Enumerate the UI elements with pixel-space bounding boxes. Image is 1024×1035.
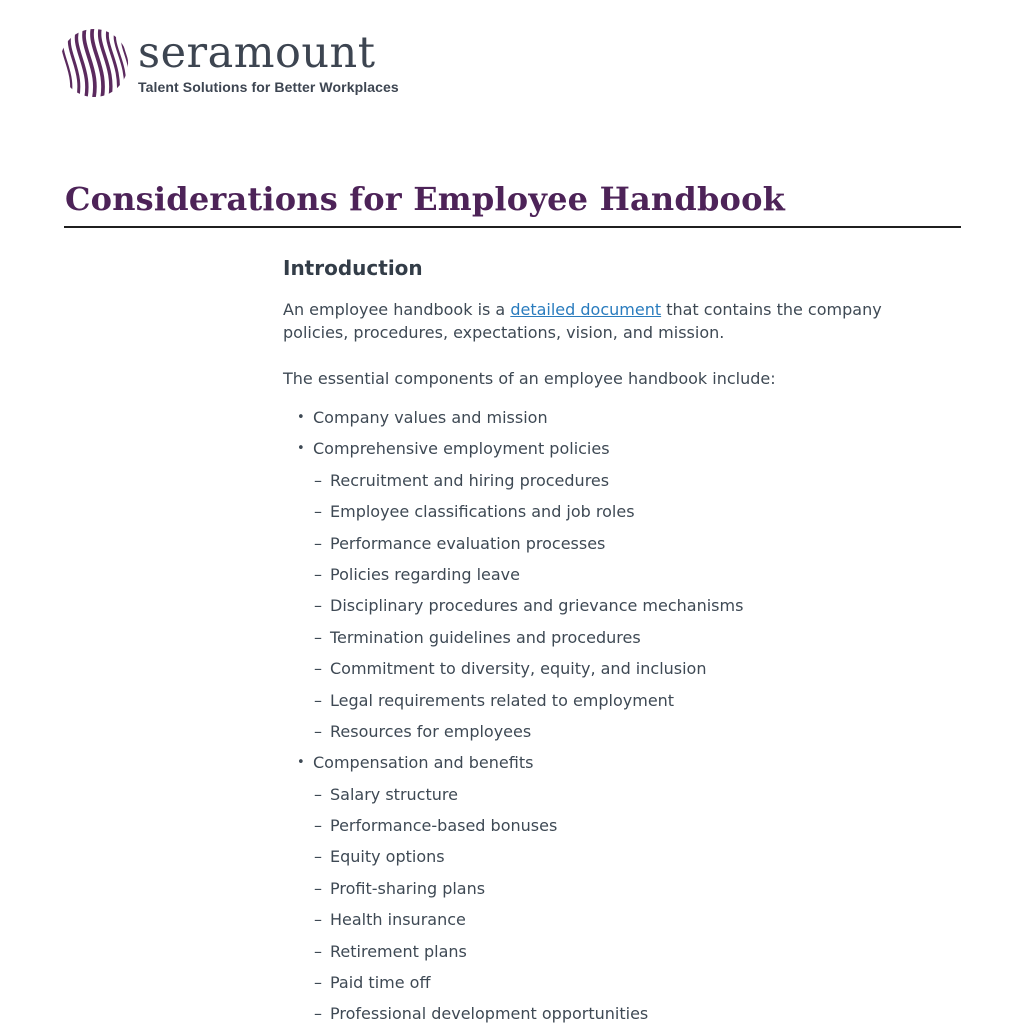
- list-item-label: Professional development opportunities: [330, 1004, 649, 1024]
- logo: [57, 26, 399, 100]
- brand-name: seramount: [138, 28, 376, 78]
- list-item: [283, 533, 943, 554]
- dash-icon: –: [314, 690, 322, 710]
- list-item-label: Disciplinary procedures and grievance mechanisms: [330, 596, 744, 616]
- detailed-document-link[interactable]: detailed document: [510, 300, 662, 319]
- bullet-icon: •: [297, 410, 305, 425]
- dash-icon: –: [314, 910, 322, 930]
- list-item: [283, 470, 943, 491]
- dash-icon: –: [314, 502, 322, 522]
- list-item: [283, 752, 943, 773]
- list-item-label: Company values and mission: [313, 408, 548, 427]
- dash-icon: –: [314, 659, 322, 679]
- dash-icon: –: [314, 627, 322, 647]
- list-item-label: Resources for employees: [330, 721, 532, 741]
- dash-icon: –: [314, 941, 322, 961]
- list-item-label: Commitment to diversity, equity, and inclusion: [330, 659, 707, 679]
- list-item: [283, 690, 943, 711]
- list-item: [283, 595, 943, 616]
- list-item: [283, 878, 943, 899]
- list-item-label: Policies regarding leave: [330, 564, 520, 584]
- dash-icon: –: [314, 973, 322, 993]
- list-item: [283, 627, 943, 648]
- dash-icon: –: [314, 564, 322, 584]
- dash-icon: –: [314, 533, 322, 553]
- section-heading-introduction: Introduction: [283, 256, 423, 280]
- dash-icon: –: [314, 596, 322, 616]
- handbook-list: [283, 407, 943, 1024]
- list-item-label: Legal requirements related to employment: [330, 690, 675, 710]
- bullet-icon: •: [297, 755, 305, 771]
- list-item-label: Recruitment and hiring procedures: [330, 470, 610, 490]
- list-item-label: Profit-sharing plans: [330, 878, 486, 898]
- dash-icon: –: [314, 1004, 322, 1024]
- list-item-label: Equity options: [330, 847, 445, 867]
- list-item-label: Paid time off: [330, 973, 431, 993]
- dash-icon: –: [314, 816, 322, 836]
- title-divider: [64, 226, 961, 228]
- list-item: [283, 941, 943, 962]
- list-item: [283, 909, 943, 930]
- list-item-label: Salary structure: [330, 784, 458, 804]
- dash-icon: –: [314, 784, 322, 804]
- list-item: [283, 972, 943, 993]
- bullet-icon: •: [297, 441, 305, 457]
- list-item: [283, 721, 943, 742]
- list-item: [283, 438, 943, 459]
- content-area: [283, 256, 943, 1035]
- list-intro-paragraph: The essential components of an employee handbook include:: [283, 369, 776, 388]
- brand-tagline: Talent Solutions for Better Workplaces: [138, 79, 399, 95]
- dash-icon: –: [314, 847, 322, 867]
- dash-icon: –: [314, 878, 322, 898]
- list-item: [283, 658, 943, 679]
- list-item: [283, 815, 943, 836]
- list-item-label: Termination guidelines and procedures: [330, 627, 641, 647]
- intro-text-after: that contains the company policies, procedures, expectations, vision, and mission.: [283, 300, 882, 342]
- list-item: [283, 564, 943, 585]
- list-item-label: Retirement plans: [330, 941, 467, 961]
- list-item-label: Performance evaluation processes: [330, 533, 606, 553]
- seramount-swirl-icon: [57, 26, 131, 100]
- list-item: [283, 501, 943, 522]
- intro-text-before: An employee handbook is a: [283, 300, 511, 319]
- brand-block: [138, 26, 399, 95]
- list-item: [283, 846, 943, 867]
- list-item: [283, 407, 943, 428]
- dash-icon: –: [314, 721, 322, 741]
- dash-icon: –: [314, 470, 322, 490]
- list-item-label: Compensation and benefits: [313, 753, 534, 773]
- intro-paragraph: [283, 298, 943, 344]
- list-item: [283, 784, 943, 805]
- list-item-label: Health insurance: [330, 910, 466, 930]
- list-item-label: Employee classifications and job roles: [330, 502, 635, 522]
- list-item-label: Comprehensive employment policies: [313, 439, 610, 459]
- list-item-label: Performance-based bonuses: [330, 816, 558, 836]
- page-title: Considerations for Employee Handbook: [65, 180, 786, 218]
